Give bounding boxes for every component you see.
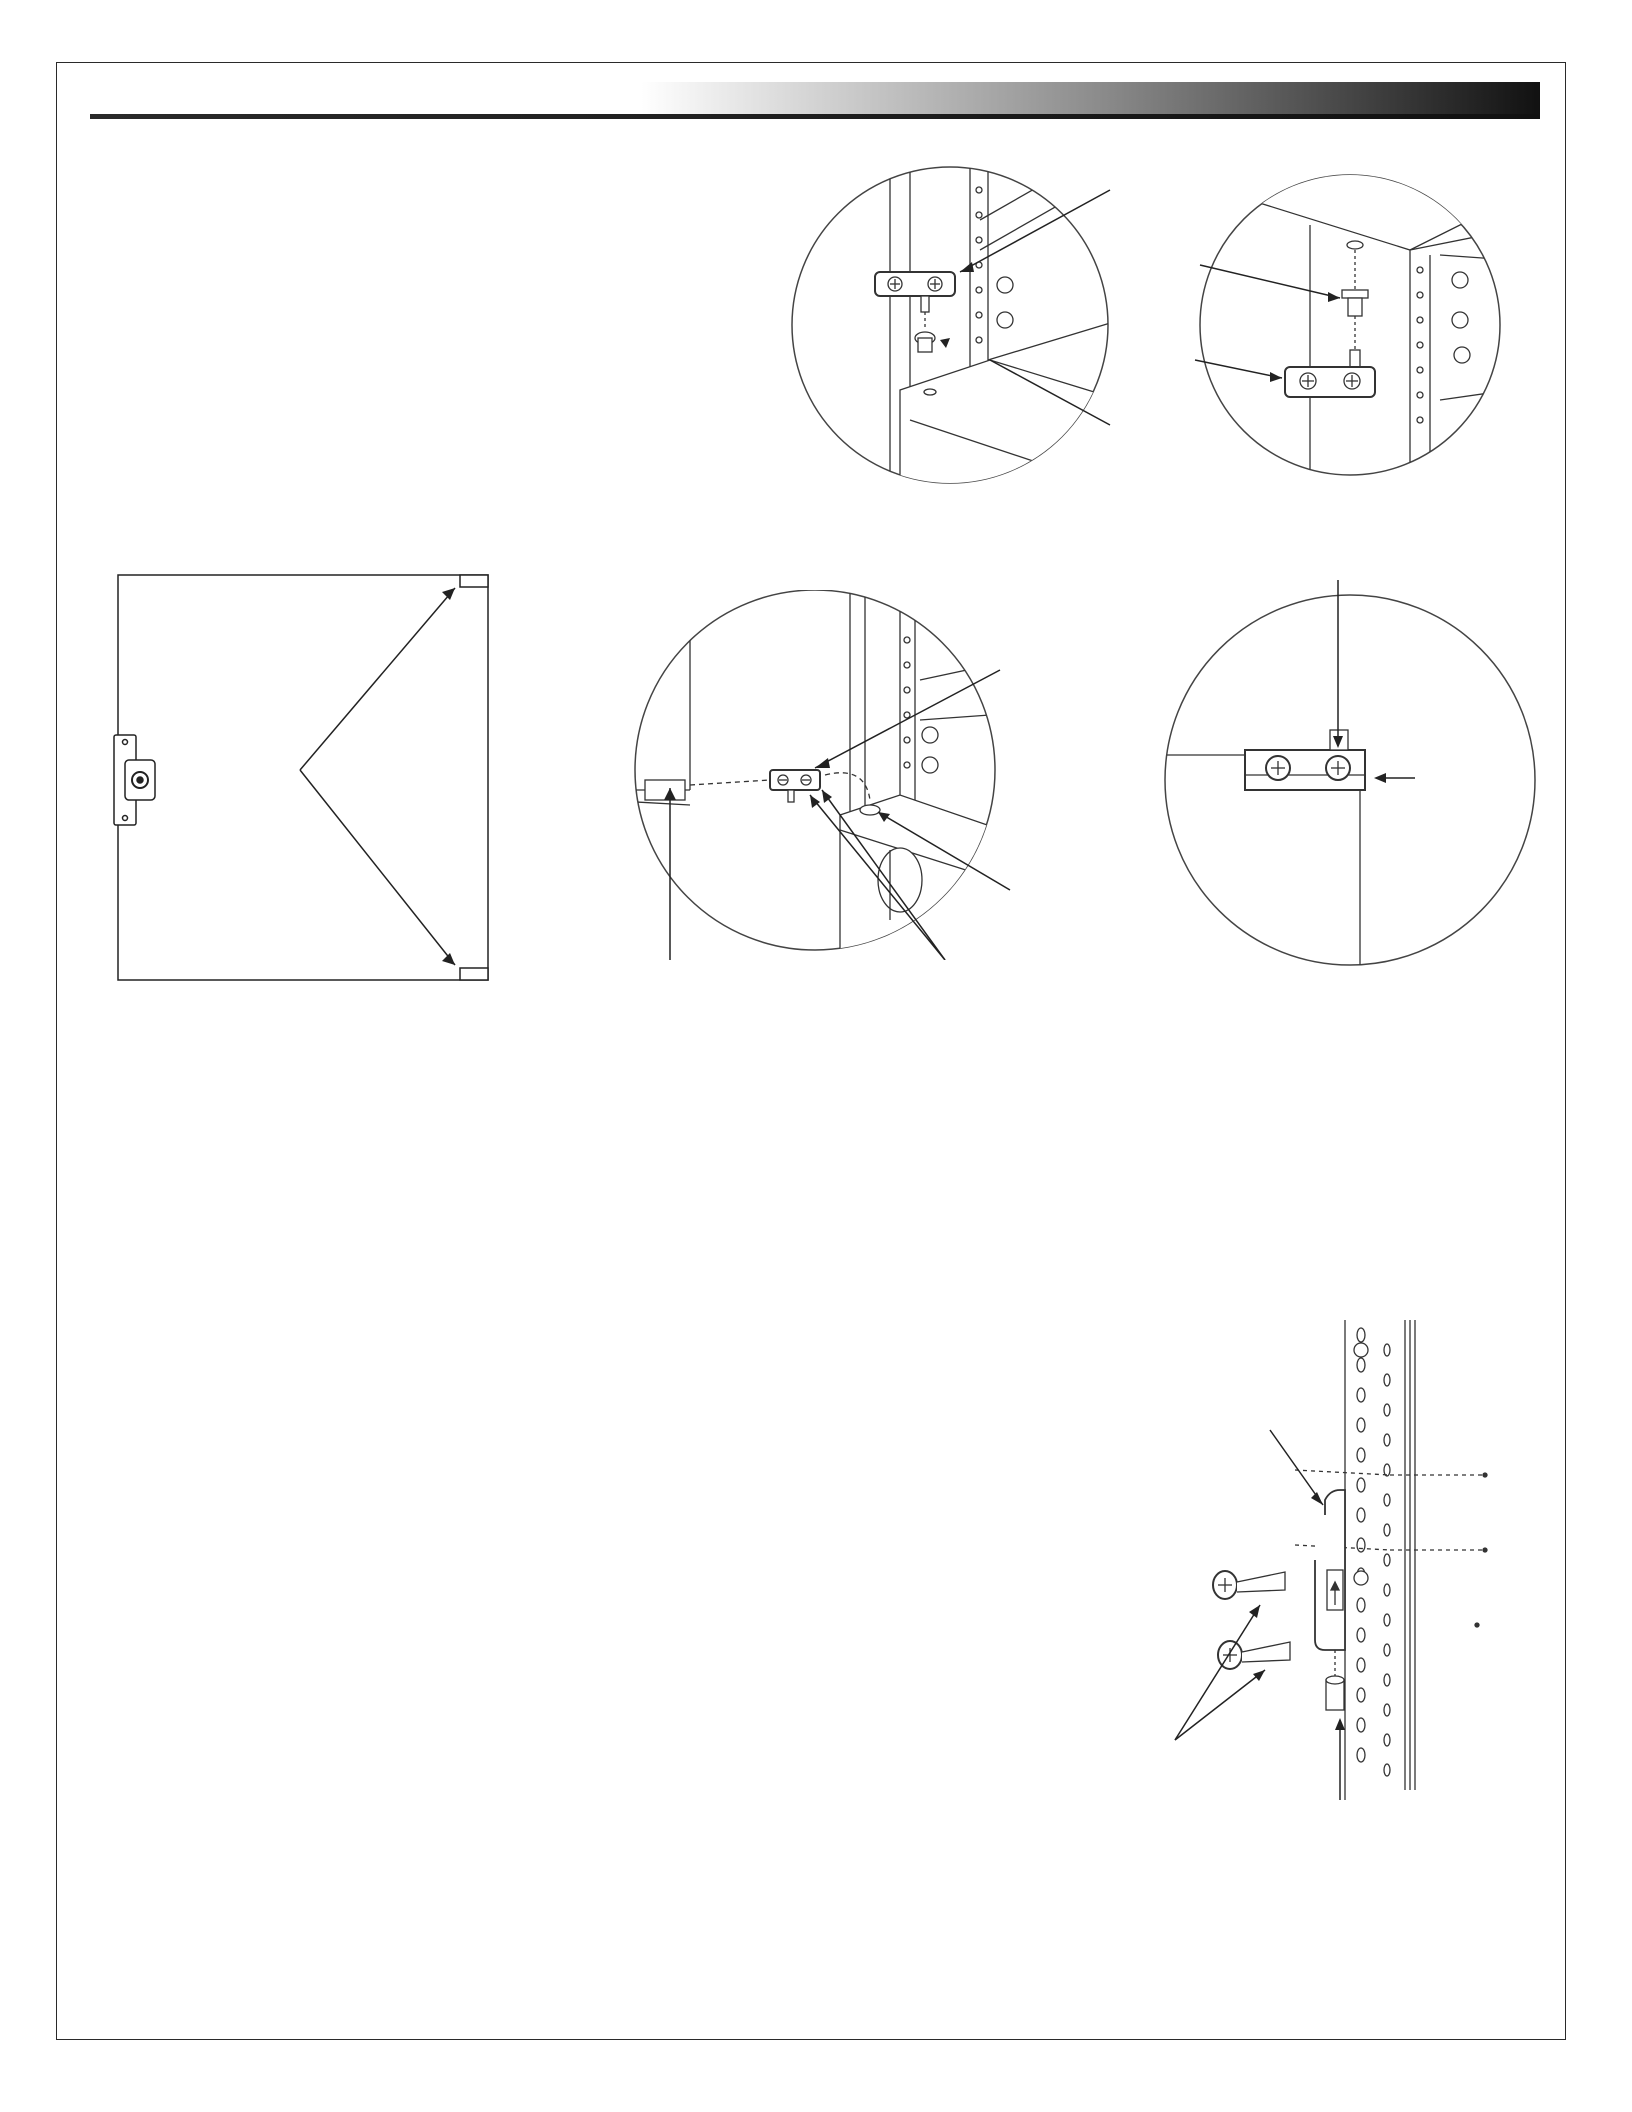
- rack-hinge-top-detail: [1170, 160, 1510, 490]
- header-bar: [90, 82, 1540, 122]
- rack-hinge-bottom-detail: [780, 160, 1120, 490]
- hinge-alignment-detail: [1150, 580, 1550, 980]
- latch-bracket-mounting-detail: [1165, 1320, 1495, 1820]
- door-hinge-install-detail: [600, 590, 1060, 960]
- door-panel-overview: [110, 570, 510, 990]
